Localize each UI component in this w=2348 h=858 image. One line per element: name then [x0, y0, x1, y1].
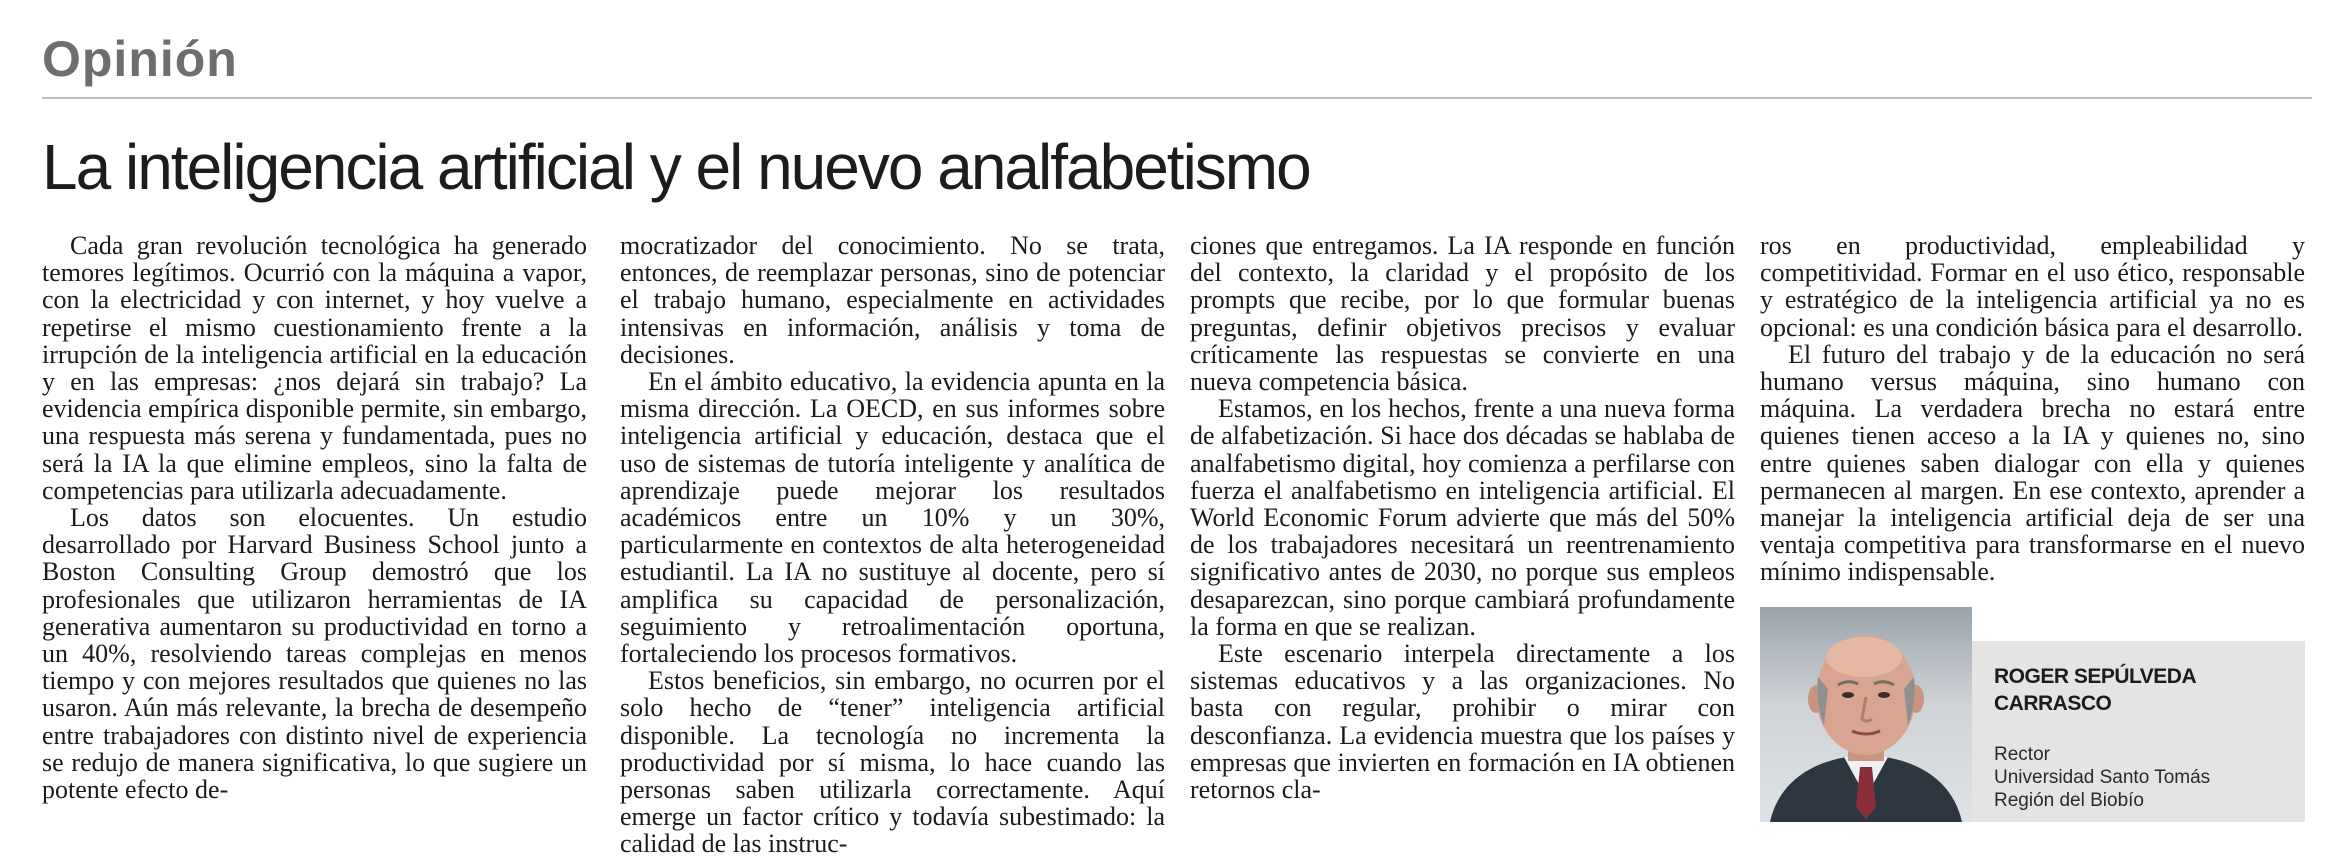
article-column-4 [1760, 232, 2305, 594]
author-portrait-icon [1760, 607, 1972, 822]
author-role-line: Universidad Santo Tomás [1994, 767, 2211, 788]
paragraph: ros en productividad, empleabilidad y competitividad. Formar en el uso ético, responsable y estratégico de la inteligencia artificial ya no es opcional: es una condición básica para el desarrollo. [1760, 231, 2305, 342]
author-photo [1760, 607, 1972, 822]
author-role-line: Región del Biobío [1994, 790, 2144, 811]
paragraph: Este escenario interpela directamente a los sistemas educativos y a las organizaciones. No basta con regular, prohibir o mirar con desconfianza. La evidencia muestra que los países y empresas que invierten en formación en IA obtienen retornos cla- [1190, 639, 1735, 805]
article-column-1 [42, 232, 587, 822]
section-divider [42, 97, 2312, 99]
paragraph: Los datos son elocuentes. Un estudio desarrollado por Harvard Business School junto a Boston Consulting Group demostró que los profesionales que utilizaron herramientas de IA generativa aumentaron su productividad en torno a un 40%, resolviendo tareas complejas en menos tiempo y con mejores resultados que quienes no las usaron. Aún más relevante, la brecha de desempeño entre trabajadores con distinto nivel de experiencia se redujo de manera significativa, lo que sugiere un potente efecto de- [42, 503, 587, 805]
author-role [1994, 743, 2294, 812]
paragraph: En el ámbito educativo, la evidencia apunta en la misma dirección. La OECD, en sus informes sobre inteligencia artificial y educación, destaca que el uso de sistemas de tutoría inteligente y analítica de aprendizaje puede mejorar los resultados académicos entre un 10% y un 30%, particularmente en contextos de alta heterogeneidad estudiantil. La IA no sustituye al docente, pero sí amplifica su capacidad de personalización, seguimiento y retroalimentación oportuna, fortaleciendo los procesos formativos. [620, 367, 1165, 669]
paragraph: mocratizador del conocimiento. No se trata, entonces, de reemplazar personas, sino de potenciar el trabajo humano, especialmente en actividades intensivas en información, análisis y toma de decisiones. [620, 231, 1165, 369]
article-column-3 [1190, 232, 1735, 822]
paragraph: Cada gran revolución tecnológica ha generado temores legítimos. Ocurrió con la máquina a vapor, con la electricidad y con internet, y hoy vuelve a repetirse el mismo cuestionamiento frente a la irrupción de la inteligencia artificial en la educación y en las empresas: ¿nos dejará sin trabajo? La evidencia empírica disponible permite, sin embargo, una respuesta más serena y fundamentada, pues no será la IA la que elimine empleos, sino la falta de competencias para utilizarla adecuadamente. [42, 231, 587, 505]
author-name: ROGER SEPÚLVEDA CARRASCO [1994, 665, 2196, 715]
paragraph: El futuro del trabajo y de la educación no será humano versus máquina, sino humano con máquina. La verdadera brecha no estará entre quienes tienen acceso a la IA y quienes no, sino entre quienes saben dialogar con ella y quienes permanecen al margen. En ese contexto, aprender a manejar la inteligencia artificial deja de ser una ventaja competitiva para transformarse en el nuevo mínimo indispensable. [1760, 339, 2305, 587]
article-headline: La inteligencia artificial y el nuevo analfabetismo [42, 131, 1310, 203]
paragraph: Estos beneficios, sin embargo, no ocurren por el solo hecho de “tener” inteligencia artificial disponible. La tecnología no incrementa la productividad por sí misma, lo hace cuando las personas saben utilizarla correctamente. Aquí emerge un factor crítico y todavía subestimado: la calidad de las instruc- [620, 666, 1165, 858]
paragraph: ciones que entregamos. La IA responde en función del contexto, la claridad y el propósito de los prompts que recibe, por lo que formular buenas preguntas, definir objetivos precisos y evaluar críticamente las respuestas se convierte en una nueva competencia básica. [1190, 231, 1735, 397]
author-box [1760, 607, 2305, 822]
section-label: Opinión [42, 31, 238, 87]
author-info-panel [1972, 641, 2305, 822]
article-column-2 [620, 231, 1165, 858]
author-role-line: Rector [1994, 744, 2050, 765]
paragraph: Estamos, en los hechos, frente a una nueva forma de alfabetización. Si hace dos décadas se hablaba de analfabetismo digital, hoy comienza a perfilarse con fuerza el analfabetismo en inteligencia artificial. El World Economic Forum advierte que más del 50% de los trabajadores necesitará un reentrenamiento significativo antes de 2030, no porque sus empleos desaparezcan, sino porque cambiará profundamente la forma en que se realizan. [1190, 394, 1735, 641]
